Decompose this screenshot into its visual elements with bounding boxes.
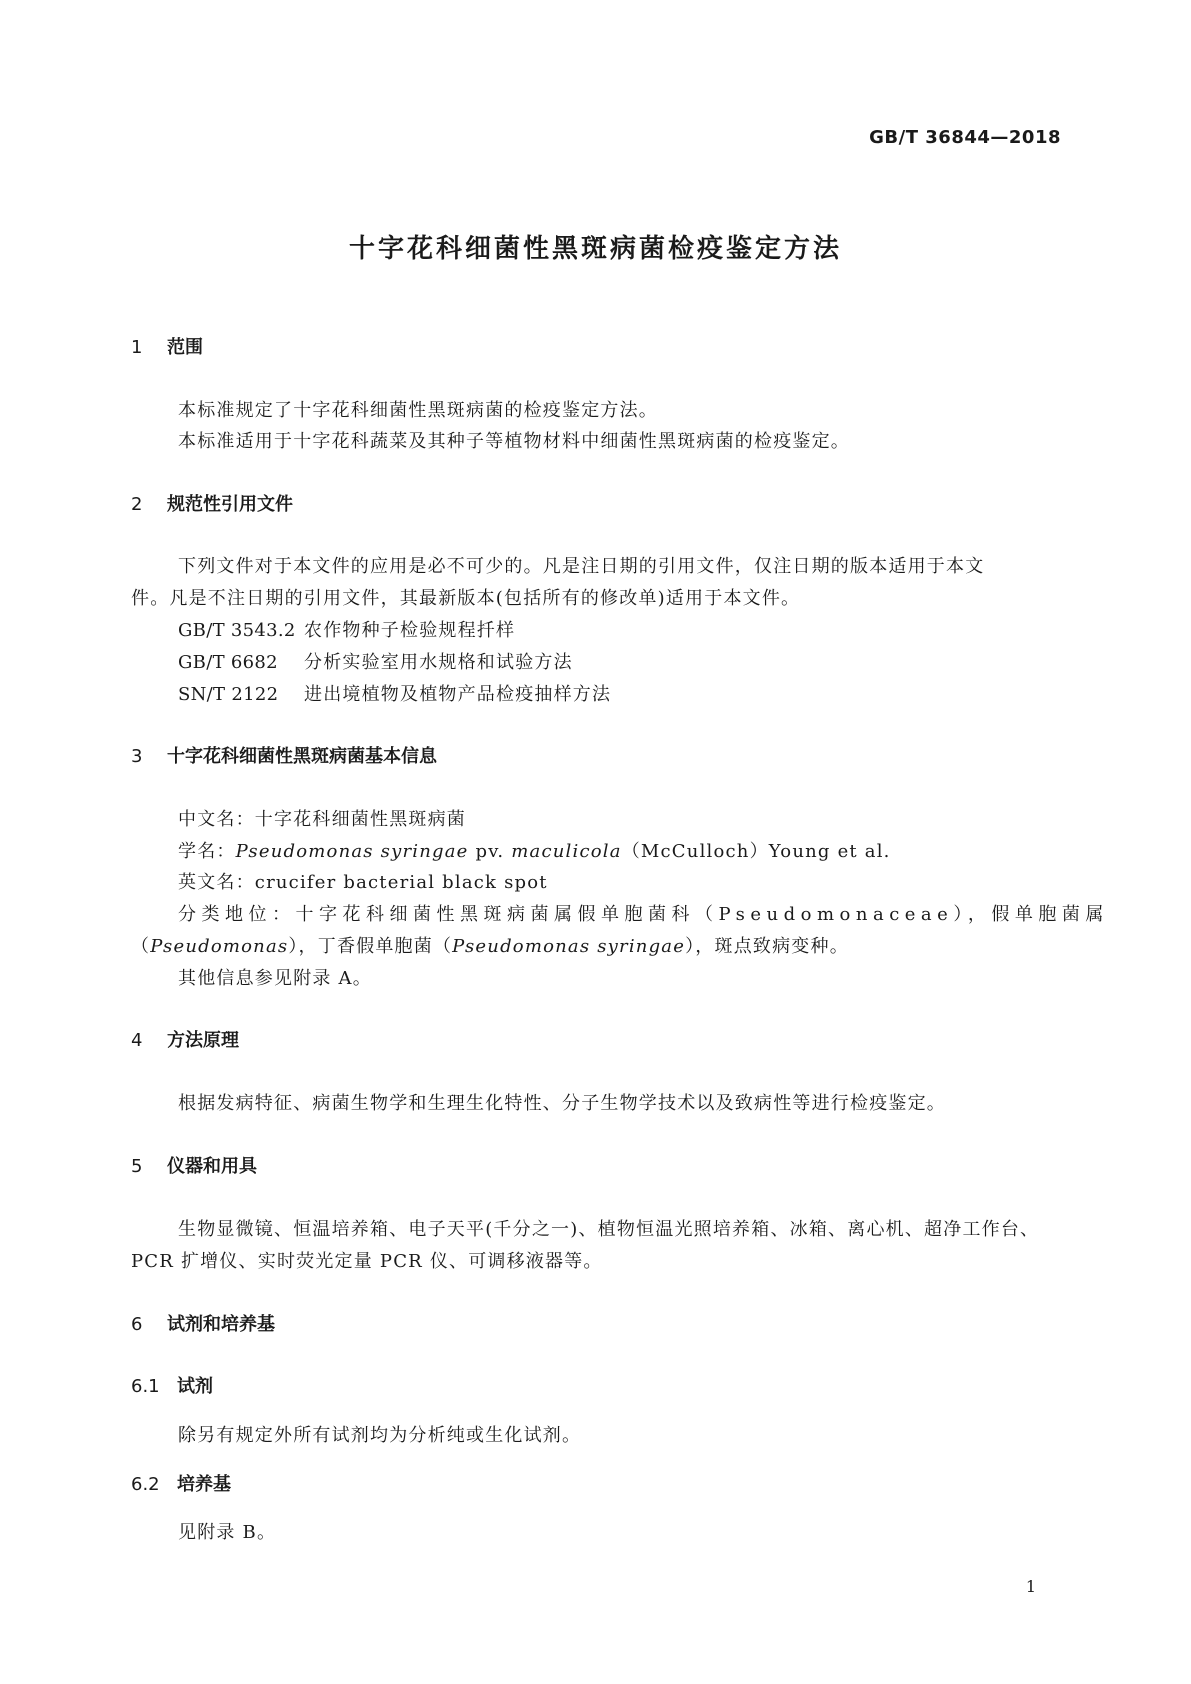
section-number: 3 [131, 746, 143, 767]
subsection-6-2-heading [131, 1470, 231, 1496]
text-segment: ），丁香假单胞菌（ [288, 936, 453, 957]
scientific-name [178, 837, 891, 863]
section-title: 仪器和用具 [167, 1156, 257, 1177]
section-number: 6.2 [131, 1474, 160, 1495]
section-number: 2 [131, 494, 143, 515]
reference-item [178, 648, 573, 674]
text-segment: ），斑点致病变种。 [685, 936, 849, 957]
sci-prefix: 学名： [178, 841, 236, 862]
genus-name: Pseudomonas [150, 936, 289, 957]
section-title: 十字花科细菌性黑斑病菌基本信息 [167, 746, 437, 767]
section-number: 6 [131, 1314, 143, 1335]
english-name: 英文名：crucifer bacterial black spot [178, 872, 548, 893]
sci-genus-species: Pseudomonas syringae [235, 841, 469, 862]
chinese-name: 中文名：十字花科细菌性黑斑病菌 [178, 809, 466, 830]
taxonomy-line: 分类地位：十字花科细菌性黑斑病菌属假单胞菌科（Pseudomonaceae），假单胞菌属 [178, 904, 1109, 925]
sci-author: （McCulloch）Young et al. [621, 841, 891, 862]
paragraph: 除另有规定外所有试剂均为分析纯或生化试剂。 [178, 1425, 582, 1446]
sci-epithet: maculicola [511, 841, 622, 862]
section-title: 试剂 [177, 1376, 213, 1397]
section-number: 4 [131, 1030, 143, 1051]
paragraph-line: 生物显微镜、恒温培养箱、电子天平(千分之一)、植物恒温光照培养箱、冰箱、离心机、超净工作台、 [178, 1219, 1040, 1240]
paragraph: 见附录 B。 [178, 1522, 277, 1543]
section-title: 规范性引用文件 [167, 494, 293, 515]
reference-title: 农作物种子检验规程扦样 [304, 620, 516, 641]
reference-title: 分析实验室用水规格和试验方法 [304, 652, 573, 673]
paragraph: 其他信息参见附录 A。 [178, 968, 372, 989]
section-3-heading [131, 742, 437, 768]
section-6-heading [131, 1310, 275, 1336]
species-name: Pseudomonas syringae [452, 936, 686, 957]
sci-pv: pv. [468, 841, 512, 862]
text-segment: （ [131, 936, 151, 957]
taxonomy-line [131, 932, 849, 958]
section-2-heading [131, 490, 293, 516]
section-number: 1 [131, 337, 143, 358]
paragraph-line: 件。凡是不注日期的引用文件，其最新版本(包括所有的修改单)适用于本文件。 [131, 588, 801, 609]
section-title: 培养基 [177, 1474, 231, 1495]
section-title: 试剂和培养基 [167, 1314, 275, 1335]
standard-code: GB/T 36844—2018 [869, 127, 1061, 148]
section-number: 5 [131, 1156, 143, 1177]
reference-item [178, 616, 515, 642]
reference-code: GB/T 3543.2 [178, 620, 296, 641]
paragraph: 根据发病特征、病菌生物学和生理生化特性、分子生物学技术以及致病性等进行检疫鉴定。 [178, 1093, 946, 1114]
paragraph: 本标准适用于十字花科蔬菜及其种子等植物材料中细菌性黑斑病菌的检疫鉴定。 [178, 431, 850, 452]
paragraph-line: 下列文件对于本文件的应用是必不可少的。凡是注日期的引用文件，仅注日期的版本适用于本文 [178, 556, 985, 577]
section-4-heading [131, 1026, 239, 1052]
section-1-heading [131, 333, 203, 359]
reference-item [178, 680, 611, 706]
section-5-heading [131, 1152, 257, 1178]
section-title: 范围 [167, 337, 203, 358]
page-number: 1 [1025, 1577, 1036, 1596]
section-number: 6.1 [131, 1376, 160, 1397]
document-title: 十字花科细菌性黑斑病菌检疫鉴定方法 [348, 234, 842, 264]
paragraph-line: PCR 扩增仪、实时荧光定量 PCR 仪、可调移液器等。 [131, 1251, 603, 1272]
subsection-6-1-heading [131, 1372, 213, 1398]
reference-code: SN/T 2122 [178, 684, 279, 705]
reference-title: 进出境植物及植物产品检疫抽样方法 [304, 684, 612, 705]
section-title: 方法原理 [167, 1030, 239, 1051]
paragraph: 本标准规定了十字花科细菌性黑斑病菌的检疫鉴定方法。 [178, 400, 658, 421]
reference-code: GB/T 6682 [178, 652, 278, 673]
